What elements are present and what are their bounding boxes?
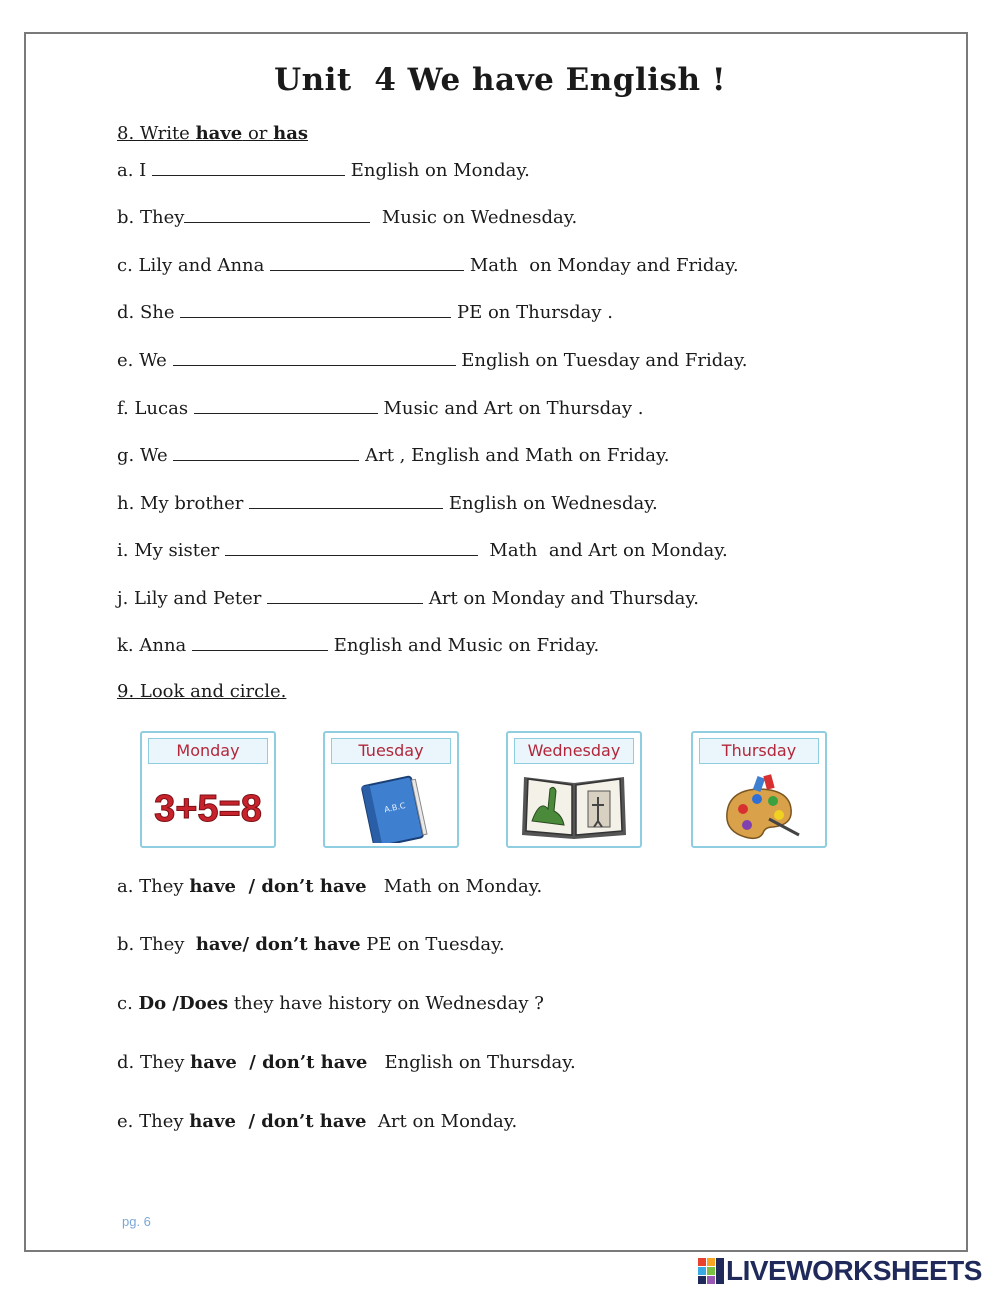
exercise-8f bbox=[117, 397, 644, 420]
sentence-start: b. They bbox=[117, 207, 185, 228]
sentence-start: e. We bbox=[117, 350, 173, 371]
exercise-8c bbox=[117, 254, 739, 277]
day-card-monday bbox=[140, 731, 276, 848]
sentence-start: g. We bbox=[117, 445, 174, 466]
circle-choice[interactable]: have/ don’t have bbox=[195, 934, 361, 955]
exercise-8i bbox=[117, 539, 728, 562]
sentence-end: English on Wednesday. bbox=[443, 493, 658, 514]
answer-blank[interactable] bbox=[249, 492, 443, 509]
day-card-tuesday bbox=[323, 731, 459, 848]
sentence-end: Math on Monday. bbox=[366, 876, 543, 897]
sentence-end: English on Monday. bbox=[345, 160, 530, 181]
heading-word-have: have bbox=[195, 123, 243, 144]
day-label: Thursday bbox=[699, 738, 819, 764]
page-number: pg. 6 bbox=[122, 1214, 151, 1229]
day-card-thursday bbox=[691, 731, 827, 848]
day-label: Tuesday bbox=[331, 738, 451, 764]
answer-blank[interactable] bbox=[192, 634, 328, 651]
circle-choice[interactable]: Do /Does bbox=[138, 993, 229, 1014]
heading-prefix: 8. Write bbox=[117, 123, 196, 144]
sentence-end: English on Thursday. bbox=[367, 1052, 576, 1073]
exercise-8h bbox=[117, 492, 658, 515]
heading-mid: or bbox=[242, 123, 274, 144]
sentence-start: c. bbox=[117, 993, 139, 1014]
sentence-end: they have history on Wednesday ? bbox=[228, 993, 544, 1014]
sentence-start: i. My sister bbox=[117, 540, 225, 561]
section-8-heading bbox=[117, 123, 308, 145]
paint-palette-icon bbox=[699, 769, 819, 843]
sentence-start: j. Lily and Peter bbox=[117, 588, 268, 609]
sentence-end: PE on Tuesday. bbox=[360, 934, 505, 955]
sentence-start: k. Anna bbox=[117, 635, 192, 656]
heading-word-has: has bbox=[273, 123, 309, 144]
circle-choice[interactable]: have / don’t have bbox=[190, 1052, 368, 1073]
day-label: Monday bbox=[148, 738, 268, 764]
page-title: Unit 4 We have English ! bbox=[274, 62, 726, 98]
exercise-8a bbox=[117, 159, 530, 182]
section-9-heading: 9. Look and circle. bbox=[117, 681, 287, 702]
sentence-start: d. They bbox=[117, 1052, 191, 1073]
sentence-end: Art on Monday. bbox=[366, 1111, 518, 1132]
answer-blank[interactable] bbox=[194, 397, 378, 414]
exercise-8d bbox=[117, 301, 613, 324]
sentence-start: e. They bbox=[117, 1111, 190, 1132]
sentence-end: Math on Monday and Friday. bbox=[464, 255, 739, 276]
answer-blank[interactable] bbox=[225, 539, 478, 556]
exercise-9b bbox=[117, 934, 505, 956]
exercise-9d bbox=[117, 1052, 576, 1074]
exercise-8j bbox=[117, 587, 699, 610]
exercise-9c bbox=[117, 993, 544, 1015]
exercise-9a bbox=[117, 876, 542, 898]
sentence-start: c. Lily and Anna bbox=[117, 255, 271, 276]
sentence-start: b. They bbox=[117, 934, 196, 955]
math-sum-text: 3+5=8 bbox=[154, 788, 262, 830]
sentence-start: a. They bbox=[117, 876, 190, 897]
exercise-8k bbox=[117, 634, 599, 657]
sentence-start: a. I bbox=[117, 160, 153, 181]
blue-book-icon bbox=[331, 769, 451, 843]
answer-blank[interactable] bbox=[180, 301, 451, 318]
liveworksheets-logo[interactable] bbox=[698, 1256, 982, 1286]
answer-blank[interactable] bbox=[173, 349, 456, 366]
exercise-9e bbox=[117, 1111, 517, 1133]
answer-blank[interactable] bbox=[173, 444, 359, 461]
exercise-8g bbox=[117, 444, 669, 467]
sentence-start: h. My brother bbox=[117, 493, 250, 514]
sentence-end: PE on Thursday . bbox=[451, 302, 614, 323]
exercise-8b bbox=[117, 206, 577, 229]
answer-blank[interactable] bbox=[267, 587, 423, 604]
answer-blank[interactable] bbox=[270, 254, 464, 271]
circle-choice[interactable]: have / don’t have bbox=[189, 876, 367, 897]
book-dinosaur-icon bbox=[514, 769, 634, 843]
book-letters: A.B.C bbox=[383, 801, 407, 815]
exercise-8e bbox=[117, 349, 748, 372]
answer-blank[interactable] bbox=[152, 159, 345, 176]
sentence-end: Art on Monday and Thursday. bbox=[423, 588, 699, 609]
math-sum-picture bbox=[148, 769, 268, 843]
day-card-wednesday bbox=[506, 731, 642, 848]
sentence-end: Music on Wednesday. bbox=[370, 207, 578, 228]
sentence-start: d. She bbox=[117, 302, 181, 323]
sentence-end: Math and Art on Monday. bbox=[477, 540, 728, 561]
liveworksheets-logo-icon bbox=[698, 1258, 724, 1284]
circle-choice[interactable]: have / don’t have bbox=[189, 1111, 367, 1132]
sentence-end: Music and Art on Thursday . bbox=[377, 398, 644, 419]
sentence-end: Art , English and Math on Friday. bbox=[359, 445, 670, 466]
day-label: Wednesday bbox=[514, 738, 634, 764]
sentence-end: English on Tuesday and Friday. bbox=[455, 350, 748, 371]
liveworksheets-wordmark: LIVEWORKSHEETS bbox=[726, 1255, 982, 1286]
sentence-start: f. Lucas bbox=[117, 398, 194, 419]
sentence-end: English and Music on Friday. bbox=[328, 635, 600, 656]
answer-blank[interactable] bbox=[184, 206, 370, 223]
